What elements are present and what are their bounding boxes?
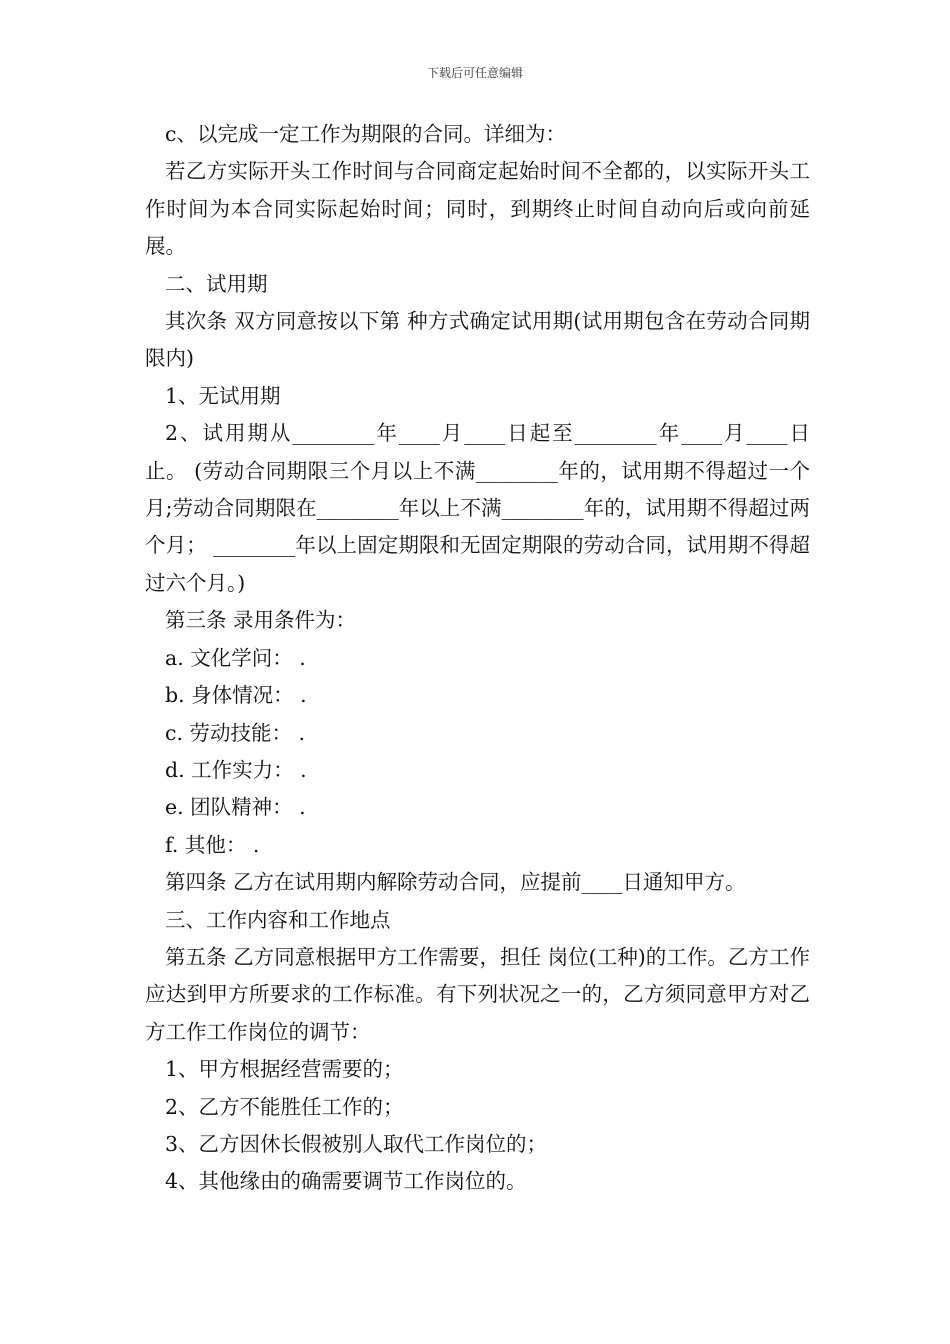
paragraph-article-5: 第五条 乙方同意根据甲方工作需要，担任 岗位(工种)的工作。乙方工作应达到甲方所要求的工作标准。有下列状况之一的，乙方须同意甲方对乙方工作工作岗位的调节： (145, 944, 810, 1044)
paragraph-contract-type-c: c、以完成一定工作为期限的合同。详细为： (165, 122, 566, 146)
paragraph-start-time: 若乙方实际开头工作时间与合同商定起始时间不全都的，以实际开头工作时间为本合同实际起始时间；同时，到期终止时间自动向后或向前延展。 (145, 159, 810, 259)
list-item-other: f. 其他： . (165, 832, 260, 857)
paragraph-article-2: 其次条 双方同意按以下第 种方式确定试用期(试用期包含在劳动合同期限内) (145, 309, 810, 371)
paragraph-article-3: 第三条 录用条件为： (165, 608, 357, 633)
section-heading-probation: 二、试用期 (165, 271, 268, 296)
section-heading-work-content: 三、工作内容和工作地点 (165, 907, 391, 932)
document-body (145, 116, 810, 1201)
list-item-business-need: 1、甲方根据经营需要的； (165, 1057, 404, 1082)
paragraph-probation-period: 2、试用期从________年____月____日起至________年____月____日止。 (劳动合同期限三个月以上不满________年的，试用期不得超过一个月;劳动合同期限在________年以上不满________年的，试用期不得超过两个月； ________年以上固定期限和无固定期限的劳动合同，试用期不得超过六个月。) (145, 421, 810, 595)
list-item-skills: c. 劳动技能： . (165, 720, 306, 745)
page-header-note: 下载后可任意编辑 (426, 66, 523, 80)
list-item-ability: d. 工作实力： . (165, 757, 307, 782)
list-item-long-leave: 3、乙方因休长假被别人取代工作岗位的； (165, 1131, 548, 1156)
list-item-teamwork: e. 团队精神： . (165, 795, 306, 820)
paragraph-article-4: 第四条 乙方在试用期内解除劳动合同，应提前____日通知甲方。 (165, 870, 746, 895)
paragraph-no-probation: 1、无试用期 (165, 383, 281, 408)
list-item-other-reasons: 4、其他缘由的确需要调节工作岗位的。 (165, 1169, 527, 1194)
list-item-health: b. 身体情况： . (165, 683, 307, 708)
list-item-incompetent: 2、乙方不能胜任工作的； (165, 1094, 404, 1119)
list-item-education: a. 文化学问： . (165, 645, 306, 670)
